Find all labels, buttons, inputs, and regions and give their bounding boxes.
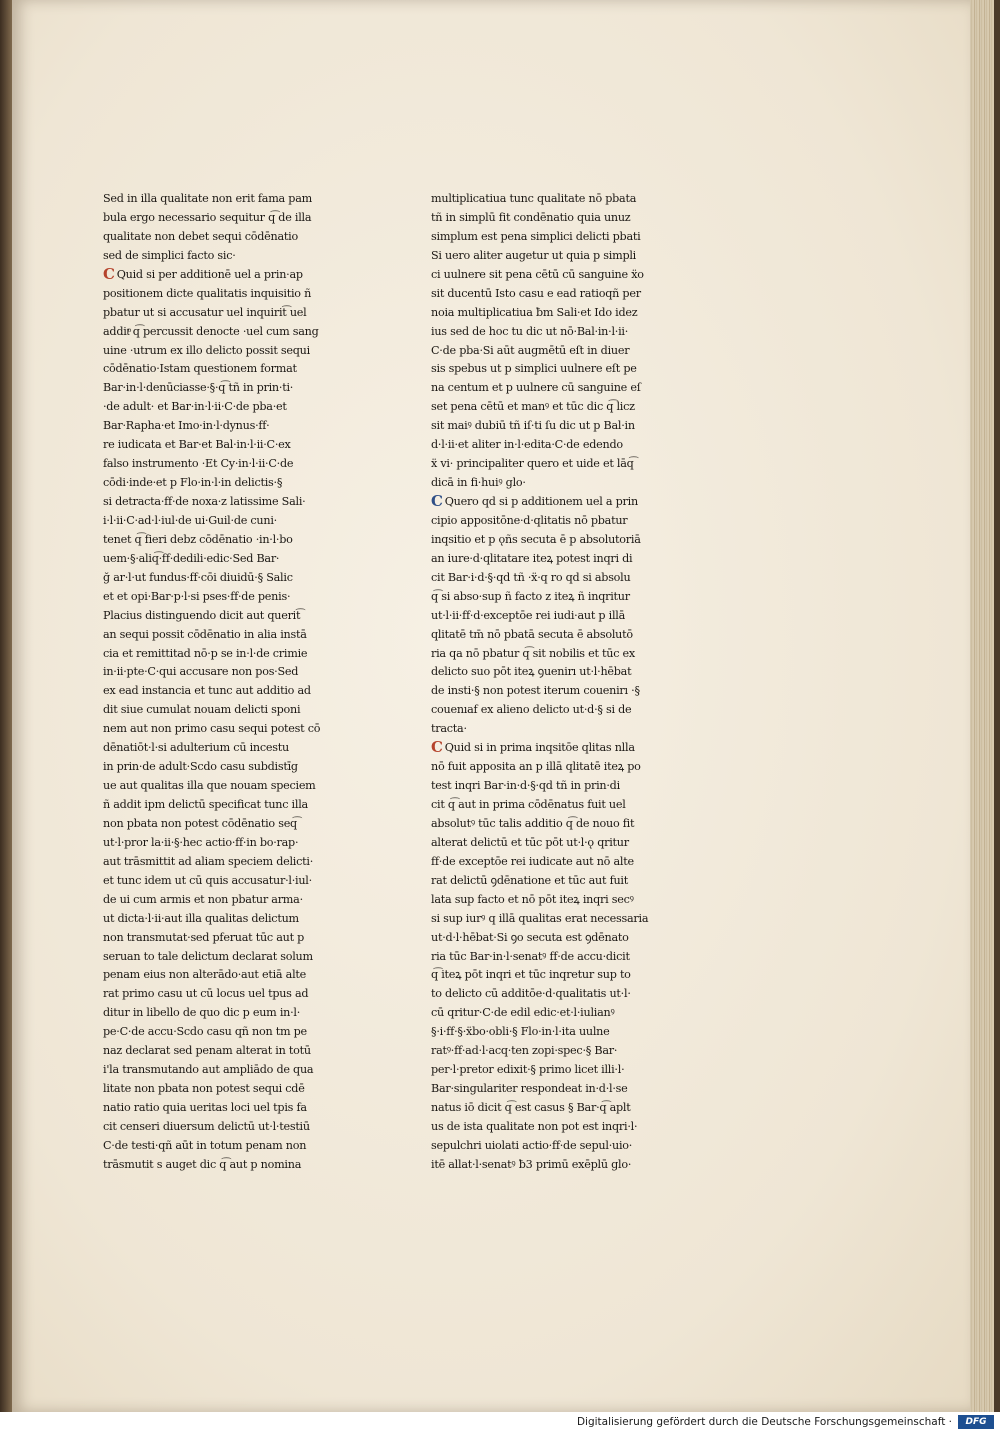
text-line-content: pbatur ut si accusatur uel inquirit͡ uel — [103, 305, 307, 319]
text-line-content: ğ ar·l·ut fundus·ff·cōi diuidū·§ Salic — [103, 570, 293, 584]
text-line — [103, 682, 365, 701]
text-line-content: Bar·in·l·denūciasse·§·q͡ tñ in prin·ti· — [103, 381, 294, 395]
text-line — [103, 398, 365, 417]
text-line-content: trāsmutit s auget dic q͡ aut p nomina — [103, 1157, 302, 1171]
text-line — [103, 550, 365, 569]
text-line-content: Bar·singulariter respondeat in·d·l·se — [431, 1082, 628, 1096]
text-line-content: bula ergo necessario sequitur q͡ de illa — [103, 210, 312, 224]
text-column-left — [103, 190, 365, 1175]
text-line-content: et et opi·Bar·p·l·si pses·ff·de penis· — [103, 589, 291, 603]
dfg-logo-icon: DFG — [958, 1415, 994, 1429]
text-line — [103, 739, 365, 758]
text-line-content: alterat delictū et tūc pōt ut·l·ǫ qritur — [431, 835, 629, 849]
text-line — [431, 436, 687, 455]
text-line-content: multiplicatiua tunc qualitate nō pbata — [431, 192, 637, 205]
text-line — [103, 266, 365, 285]
text-line — [103, 323, 365, 342]
text-line — [431, 834, 687, 853]
text-line-content: ue aut qualitas illa que nouam speciem — [103, 779, 316, 793]
text-line-content: itē allat·l·senatꝰ ƀ3 primū exēplū glo· — [431, 1157, 632, 1171]
text-line — [431, 550, 687, 569]
text-line — [431, 720, 687, 739]
text-line — [431, 1042, 687, 1061]
text-line — [431, 1080, 687, 1099]
text-line-content: qlitatē tm̄ nō pbatā secuta ē absolutō — [431, 627, 633, 641]
text-line-content: seruan to tale delictum declarat solum — [103, 949, 313, 963]
text-line — [431, 1099, 687, 1118]
text-line-content: sit ducentū Isto casu e ead ratioqñ per — [431, 286, 641, 300]
text-line — [431, 285, 687, 304]
text-line — [431, 645, 687, 664]
text-line — [431, 247, 687, 266]
text-line — [103, 1023, 365, 1042]
text-line-content: ut·d·l·hēbat·Si ꝯo secuta est ꝯdēnato — [431, 930, 629, 944]
text-line — [103, 455, 365, 474]
text-line — [103, 474, 365, 493]
text-line-content: tracta· — [431, 722, 467, 736]
text-line — [103, 247, 365, 266]
text-line — [431, 588, 687, 607]
text-line-content: test inqri Bar·in·d·§·qd tñ in prin·di — [431, 779, 620, 793]
text-line — [103, 1099, 365, 1118]
text-line — [431, 379, 687, 398]
text-line — [431, 701, 687, 720]
text-line-content: naz declarat sed penam alterat in totū — [103, 1044, 311, 1058]
text-line — [431, 1156, 687, 1175]
rubricated-initial: C — [431, 493, 443, 510]
text-line — [103, 512, 365, 531]
text-line-content: set pena cētū et manꝰ et tūc dic q͡ licz — [431, 400, 635, 414]
text-line-content: ·de adult· et Bar·in·l·ii·C·de pba·et — [103, 400, 287, 414]
text-line — [431, 266, 687, 285]
text-line-content: positionem dicte qualitatis inquisitio ñ — [103, 286, 312, 300]
text-line-content: ratꝰ·ff·ad·l·acq·ten zopi·spec·§ Bar· — [431, 1044, 618, 1058]
footer-credit: Digitalisierung gefördert durch die Deutsche Forschungsgemeinschaft · — [576, 1416, 952, 1428]
rubricated-initial: C — [103, 265, 115, 283]
text-line-content: tenet q͡ fieri debz cōdēnatio ·in·l·bo — [103, 532, 293, 546]
text-line — [103, 209, 365, 228]
text-line — [103, 342, 365, 361]
text-line — [103, 891, 365, 910]
text-line-content: Placius distinguendo dicit aut querit͡ — [103, 608, 301, 622]
text-line-content: Sed in illa qualitate non erit fama pam — [103, 192, 312, 205]
text-line — [431, 626, 687, 645]
text-line-content: q͡ si abso·sup ñ facto z iteꝝ ñ inqritur — [431, 589, 630, 603]
text-line-content: cū qritur·C·de edil edic·et·l·iulianꝰ — [431, 1006, 615, 1020]
text-line-content: uine ·utrum ex illo delicto possit sequi — [103, 343, 310, 357]
text-line-content: Si uero aliter augetur ut quia p simpli — [431, 248, 637, 262]
text-line-content: lata sup facto et nō pōt iteꝝ inqri secꝰ — [431, 892, 634, 906]
text-line-content: i'la transmutando aut ampliādo de qua — [103, 1063, 314, 1077]
text-line-content: ut·l·pror la·ii·§·hec actio·ff·in bo·rap· — [103, 835, 299, 849]
text-line-content: sit maiꝰ dubiū tñ iſ·ti ſu dic ut p Bal·in — [431, 419, 635, 433]
text-line-content: to delicto cū additōe·d·qualitatis ut·l· — [431, 987, 631, 1001]
text-line-content: us de ista qualitate non pot est inqri·l· — [431, 1119, 638, 1133]
text-line — [431, 512, 687, 531]
text-line-content: natio ratio quia ueritas loci uel tpis fa — [103, 1101, 307, 1114]
text-line — [431, 663, 687, 682]
text-line — [103, 304, 365, 323]
text-line-content: natus iō dicit q͡ est casus § Bar·q͡ aplt — [431, 1101, 631, 1114]
text-line-content: Quero qd si p additionem uel a prin — [444, 495, 638, 508]
text-line — [431, 739, 687, 758]
text-line — [103, 777, 365, 796]
text-line-content: per·l·pretor edixit·§ primo licet illi·l· — [431, 1063, 625, 1077]
text-line-content: si detracta·ff·de noxa·z latissime Sali· — [103, 495, 306, 508]
text-line — [431, 1023, 687, 1042]
text-line-content: Quid si per additionē uel a prin·ap — [116, 267, 303, 281]
text-line — [103, 228, 365, 247]
text-line — [103, 853, 365, 872]
text-line — [431, 398, 687, 417]
text-line-content: na centum et p uulnere cū sanguine eſ — [431, 381, 641, 395]
text-line — [103, 663, 365, 682]
text-line — [103, 645, 365, 664]
text-line — [431, 569, 687, 588]
text-line-content: ñ addit ipm delictū specificat tunc illa — [103, 798, 308, 811]
text-line-content: in prin·de adult·Scdo casu subdistīg — [103, 760, 298, 774]
text-line-content: et tunc idem ut cū quis accusatur·l·iul· — [103, 873, 312, 887]
text-line — [431, 891, 687, 910]
text-line — [431, 815, 687, 834]
text-line-content: cōdi·inde·et p Flo·in·l·in delictis·§ — [103, 476, 283, 490]
text-line-content: non transmutat·sed pferuat tūc aut p — [103, 930, 305, 944]
text-line-content: ex ead instancia et tunc aut additio ad — [103, 684, 311, 698]
text-line-content: noia multiplicatiua ƀm Sali·et Ido idez — [431, 305, 638, 319]
text-line — [431, 304, 687, 323]
text-line-content: C·de pba·Si aūt augmētū eſt in diuer — [431, 343, 630, 357]
text-line — [103, 360, 365, 379]
text-line — [103, 701, 365, 720]
text-line-content: qualitate non debet sequi cōdēnatio — [103, 229, 298, 243]
text-line-content: ff·de exceptōe rei iudicate aut nō alte — [431, 854, 634, 868]
text-line-content: dēnatiōt·l·si adulterium cū incestu — [103, 741, 289, 755]
text-line-content: Bar·Rapha·et Imo·in·l·dynus·ff· — [103, 419, 270, 433]
text-line — [431, 323, 687, 342]
text-line-content: additͦ q͡ percussit denocte ·uel cum sang — [103, 324, 319, 338]
text-line-content: cit q͡ aut in prima cōdēnatus fuit uel — [431, 798, 626, 811]
text-line-content: C·de testi·qñ aūt in totum penam non — [103, 1138, 307, 1152]
text-line-content: ditur in libello de quo dic p eum in·l· — [103, 1006, 301, 1020]
text-line — [103, 1004, 365, 1023]
text-line — [431, 777, 687, 796]
text-line — [103, 569, 365, 588]
text-line — [431, 417, 687, 436]
text-line — [431, 929, 687, 948]
text-line-content: nem aut non primo casu sequi potest cō — [103, 722, 321, 736]
text-line — [103, 1080, 365, 1099]
text-line-content: delicto suo pōt iteꝝ ꝯuenirı ut·l·hēbat — [431, 665, 632, 679]
text-line — [103, 531, 365, 550]
text-line — [431, 531, 687, 550]
text-line — [431, 758, 687, 777]
text-line-content: sepulchri uiolati actio·ff·de sepul·uio· — [431, 1138, 633, 1152]
text-line-content: simplum est pena simplici delicti pbati — [431, 229, 641, 243]
text-line — [103, 929, 365, 948]
text-line — [431, 796, 687, 815]
text-line-content: de insti·§ non potest iterum couenirı ·§ — [431, 684, 640, 698]
text-line — [103, 910, 365, 929]
text-line — [103, 985, 365, 1004]
page-edges-right — [970, 0, 1000, 1412]
text-line-content: litate non pbata non potest sequi cdē — [103, 1082, 305, 1096]
text-line — [103, 588, 365, 607]
text-line — [431, 985, 687, 1004]
text-line — [103, 1137, 365, 1156]
text-line — [431, 607, 687, 626]
rubricated-initial: C — [431, 739, 443, 757]
text-line-content: ria tūc Bar·in·l·senatꝰ ff·de accu·dicit — [431, 949, 630, 963]
text-line — [431, 1004, 687, 1023]
text-line-content: sed de simplici facto sic· — [103, 248, 236, 262]
text-line — [431, 872, 687, 891]
text-line — [431, 1061, 687, 1080]
text-line — [431, 682, 687, 701]
text-line — [431, 853, 687, 872]
text-line — [103, 417, 365, 436]
text-column-right — [431, 190, 687, 1175]
text-line — [103, 493, 365, 512]
text-line — [431, 1118, 687, 1137]
text-line-content: rat primo casu ut cū locus uel tpus ad — [103, 987, 309, 1001]
text-line-content: ria qa nō pbatur q͡ sit nobilis et tūc ex — [431, 646, 635, 660]
text-line-content: q͡ iteꝝ pōt inqri et tūc inqretur sup to — [431, 968, 631, 982]
text-line — [431, 209, 687, 228]
text-line-content: ẍ vi· principaliter quero et uide et lāq͡ — [431, 457, 634, 471]
text-line — [103, 872, 365, 891]
text-line-content: cipio appositōne·d·qlitatis nō pbatur — [431, 513, 628, 527]
text-line — [431, 190, 687, 209]
text-line-content: falso instrumento ·Et Cy·in·l·ii·C·de — [103, 457, 294, 471]
text-line-content: penam eius non alterādo·aut etiā alte — [103, 968, 307, 982]
text-line — [103, 948, 365, 967]
text-line-content: non pbata non potest cōdēnatio seq͡ — [103, 816, 297, 830]
text-line — [103, 1118, 365, 1137]
text-line — [431, 360, 687, 379]
text-line — [103, 436, 365, 455]
text-line — [103, 285, 365, 304]
text-line — [103, 834, 365, 853]
text-line — [103, 1061, 365, 1080]
text-line-content: cit Bar·i·d·§·qd tñ ·ẍ·q ro qd si absolu — [431, 570, 631, 584]
text-line-content: ut·l·ii·ff·d·exceptōe rei iudi·aut p illā — [431, 608, 626, 622]
text-line-content: tñ in simplū fit condēnatio quia unuz — [431, 210, 631, 224]
text-line-content: aut trāsmittit ad aliam speciem delicti· — [103, 854, 314, 868]
text-line-content: couenıaf ex alieno delicto ut·d·§ si de — [431, 703, 632, 717]
text-line — [103, 1156, 365, 1175]
text-line — [431, 1137, 687, 1156]
text-line-content: de ui cum armis et non pbatur arma· — [103, 892, 303, 906]
text-line-content: i·l·ii·C·ad·l·iul·de ui·Guil·de cuni· — [103, 513, 277, 527]
text-line-content: §·i·ff·§·ẍbo·obli·§ Flo·in·l·ita uulne — [431, 1025, 610, 1039]
text-line — [431, 342, 687, 361]
text-line-content: rat delictū ꝯdēnatione et tūc aut fuit — [431, 873, 628, 887]
footer-bar — [0, 1412, 1000, 1433]
text-line-content: inqsitio et p ǫñs secuta ē p absolutoriā — [431, 532, 641, 546]
text-line-content: an iure·d·qlitatare iteꝝ potest inqri di — [431, 551, 633, 565]
text-line-content: sis spebus ut p simplici uulnere eſt pe — [431, 362, 637, 376]
text-line-content: si sup iurꝰ q illā qualitas erat necessaria — [431, 911, 649, 925]
text-line — [431, 910, 687, 929]
text-line-content: ut dicta·l·ii·aut illa qualitas delictum — [103, 911, 299, 925]
text-line-content: dicā in fi·huiꝰ glo· — [431, 476, 526, 490]
text-line — [431, 493, 687, 512]
text-line-content: cit censeri diuersum delictū ut·l·testiū — [103, 1119, 310, 1133]
text-line — [103, 626, 365, 645]
text-line — [103, 379, 365, 398]
text-line-content: d·l·ii·et aliter in·l·edita·C·de edendo — [431, 438, 623, 452]
text-line-content: cia et remittitad nō·p se in·l·de crimie — [103, 646, 308, 660]
text-line-content: ius sed de hoc tu dic ut nō·Bal·in·l·ii· — [431, 324, 629, 338]
text-line — [103, 607, 365, 626]
text-line — [103, 720, 365, 739]
text-line — [103, 796, 365, 815]
text-line — [431, 966, 687, 985]
text-line — [103, 966, 365, 985]
text-line-content: ci uulnere sit pena cētū cū sanguine ẍo — [431, 267, 644, 281]
text-line — [431, 948, 687, 967]
text-line-content: re iudicata et Bar·et Bal·in·l·ii·C·ex — [103, 438, 291, 452]
text-line-content: cōdēnatio·Istam questionem format — [103, 362, 297, 376]
text-line-content: absolutꝰ tūc talis additio q͡ de nouo fit — [431, 816, 635, 830]
text-line-content: dit siue cumulat nouam delicti sponi — [103, 703, 301, 717]
text-line-content: Quid si in prima inqsitōe qlitas nlla — [444, 741, 635, 755]
text-line — [103, 190, 365, 209]
text-line-content: nō fuit apposita an p illā qlitatē iteꝝ po — [431, 760, 641, 774]
text-line-content: uem·§·aliq͡·ff·dedili·edic·Sed Bar· — [103, 551, 280, 565]
text-line — [431, 474, 687, 493]
text-line-content: an sequi possit cōdēnatio in alia instā — [103, 627, 307, 641]
text-line-content: in·ii·pte·C·qui accusare non pos·Sed — [103, 665, 299, 679]
text-line — [431, 228, 687, 247]
text-line — [103, 815, 365, 834]
text-line-content: pe·C·de accu·Scdo casu qñ non tm pe — [103, 1025, 307, 1039]
text-line — [103, 1042, 365, 1061]
text-line — [103, 758, 365, 777]
text-line — [431, 455, 687, 474]
